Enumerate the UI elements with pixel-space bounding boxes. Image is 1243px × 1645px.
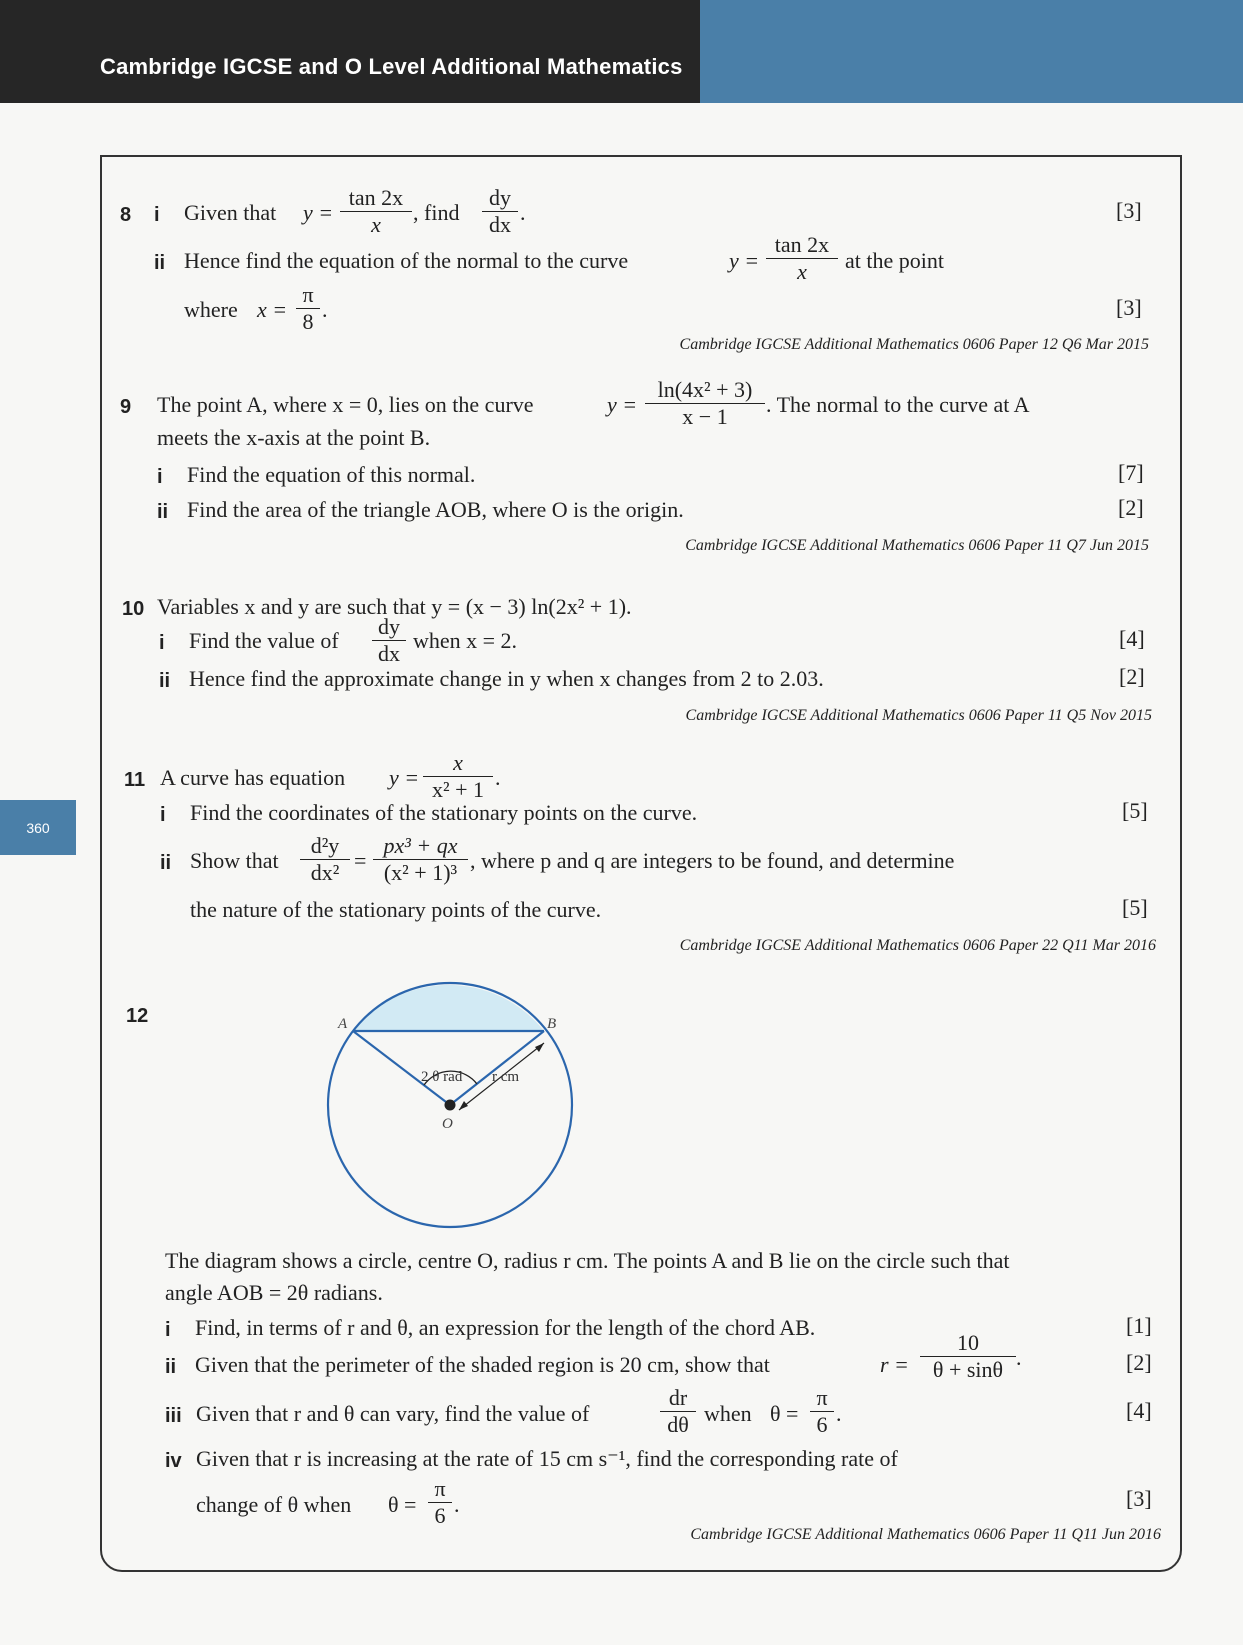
question-text: meets the x-axis at the point B. [157,425,431,450]
part-label: i [157,466,163,488]
part-text: Given that r is increasing at the rate of 15 cm s⁻¹, find the corresponding rate of [196,1446,898,1471]
part-label: iv [165,1450,182,1472]
punctuation: . [836,1401,842,1426]
punctuation: . [495,765,501,790]
second-derivative: $\frac{\text{d²y}}{\text{dx²}}$ [300,833,350,886]
part-label: ii [154,252,166,274]
punctuation: . [520,200,526,225]
question-number: 10 [122,598,145,620]
part-label: i [160,804,166,826]
punctuation: . [1016,1345,1022,1370]
part-label: ii [160,852,172,874]
radius-label: r cm [492,1069,520,1085]
marks: [3] [1116,295,1142,320]
part-text: Find the value of [189,628,339,653]
header-bar [0,0,700,103]
marks: [3] [1116,198,1142,223]
marks: [2] [1126,1350,1152,1375]
math-expr: = [354,848,367,873]
question-text: Variables x and y are such that y = (x − 3) ln(2x² + 1). [157,594,632,619]
math-expr: y = [303,200,334,225]
source-citation: Cambridge IGCSE Additional Mathematics 0606 Paper 11 Q7 Jun 2015 [685,537,1149,554]
fraction: $\frac{\text{ln(4x² + 3)}}{x - 1}$ [645,377,765,430]
fraction: $\frac{\text{px³ + qx}}{\text{(x² + 1)³}}$ [373,833,468,886]
derivative: $\frac{dy}{dx}$ [482,185,518,238]
marks: [5] [1122,895,1148,920]
fraction: $\frac{\pi}{6}$ [810,1385,834,1438]
part-text: , find [413,200,460,225]
question-text: The diagram shows a circle, centre O, radius r cm. The points A and B lie on the circle such that [165,1248,1010,1273]
part-text: Show that [190,848,279,873]
part-text: when x = 2. [413,628,518,653]
math-expr: y = [607,392,638,417]
part-label: i [159,632,165,654]
derivative: $\frac{dr}{d\theta}$ [660,1385,696,1438]
marks: [2] [1119,664,1145,689]
fraction: $\frac{x}{\text{x² + 1}}$ [423,750,493,803]
radius-oa [353,1031,450,1105]
part-text: the nature of the stationary points of the curve. [190,897,602,922]
question-text: angle AOB = 2θ radians. [165,1280,383,1305]
arrowhead [535,1043,544,1052]
question-text: A curve has equation [160,765,346,790]
part-text: Given that the perimeter of the shaded region is 20 cm, show that [195,1352,770,1377]
math-expr: y = [389,765,420,790]
fraction: $\frac{\pi}{6}$ [428,1476,452,1529]
shaded-segment [353,985,544,1031]
fraction: $\frac{\tan 2x}{x}$ [340,185,412,238]
part-label: i [165,1319,171,1341]
math-expr: y = [729,248,760,273]
marks: [2] [1118,495,1144,520]
source-citation: Cambridge IGCSE Additional Mathematics 0606 Paper 12 Q6 Mar 2015 [679,336,1149,353]
punctuation: . [454,1492,460,1517]
fraction: $\frac{10}{\theta + \sin\theta}$ [920,1330,1016,1383]
angle-label: 2 θ rad [421,1069,463,1085]
label-b: B [547,1016,557,1032]
math-expr: x = [257,297,288,322]
part-text: Find the area of the triangle AOB, where O is the origin. [187,497,684,522]
part-text: , where p and q are integers to be found, and determine [470,848,955,873]
fraction: $\frac{\tan 2x}{x}$ [766,232,838,285]
centre-point [445,1100,456,1111]
part-label: ii [165,1356,177,1378]
derivative: $\frac{dy}{dx}$ [372,614,406,667]
page-number: 360 [0,800,76,855]
source-citation: Cambridge IGCSE Additional Mathematics 0606 Paper 11 Q11 Jun 2016 [690,1526,1161,1543]
marks: [4] [1119,626,1145,651]
label-o: O [442,1116,453,1132]
header-accent [700,0,1243,103]
marks: [1] [1126,1313,1152,1338]
circle-diagram [300,975,600,1245]
part-text: Find the coordinates of the stationary points on the curve. [190,800,698,825]
arrowhead [459,1101,468,1110]
question-number: 8 [120,204,132,226]
book-title: Cambridge IGCSE and O Level Additional Mathematics [100,54,683,79]
label-a: A [338,1016,348,1032]
marks: [3] [1126,1486,1152,1511]
question-text: The point A, where x = 0, lies on the curve [157,392,534,417]
math-expr: θ = [388,1492,417,1517]
radius-ob [450,1031,544,1105]
fraction: $\frac{\pi}{8}$ [296,282,320,335]
marks: [4] [1126,1398,1152,1423]
math-expr: θ = [770,1401,799,1426]
part-text: Given that [184,200,277,225]
part-label: ii [159,670,171,692]
part-label: ii [157,501,169,523]
part-text: at the point [845,248,944,273]
part-text: change of θ when [196,1492,352,1517]
source-citation: Cambridge IGCSE Additional Mathematics 0606 Paper 11 Q5 Nov 2015 [685,707,1152,724]
part-label: i [154,204,160,226]
question-number: 9 [120,396,132,418]
marks: [5] [1122,798,1148,823]
question-number: 12 [126,1005,149,1027]
part-text: where [184,297,238,322]
part-text: Given that r and θ can vary, find the value of [196,1401,590,1426]
question-number: 11 [124,769,146,791]
punctuation: . [322,297,328,322]
question-text: . The normal to the curve at A [766,392,1030,417]
part-text: when [704,1401,752,1426]
source-citation: Cambridge IGCSE Additional Mathematics 0606 Paper 22 Q11 Mar 2016 [679,937,1156,954]
part-text: Hence find the equation of the normal to the curve [184,248,629,273]
marks: [7] [1118,460,1144,485]
part-text: Find, in terms of r and θ, an expression for the length of the chord AB. [195,1315,816,1340]
part-text: Find the equation of this normal. [187,462,476,487]
part-text: Hence find the approximate change in y when x changes from 2 to 2.03. [189,666,824,691]
part-label: iii [165,1405,182,1427]
math-expr: r = [880,1352,909,1377]
